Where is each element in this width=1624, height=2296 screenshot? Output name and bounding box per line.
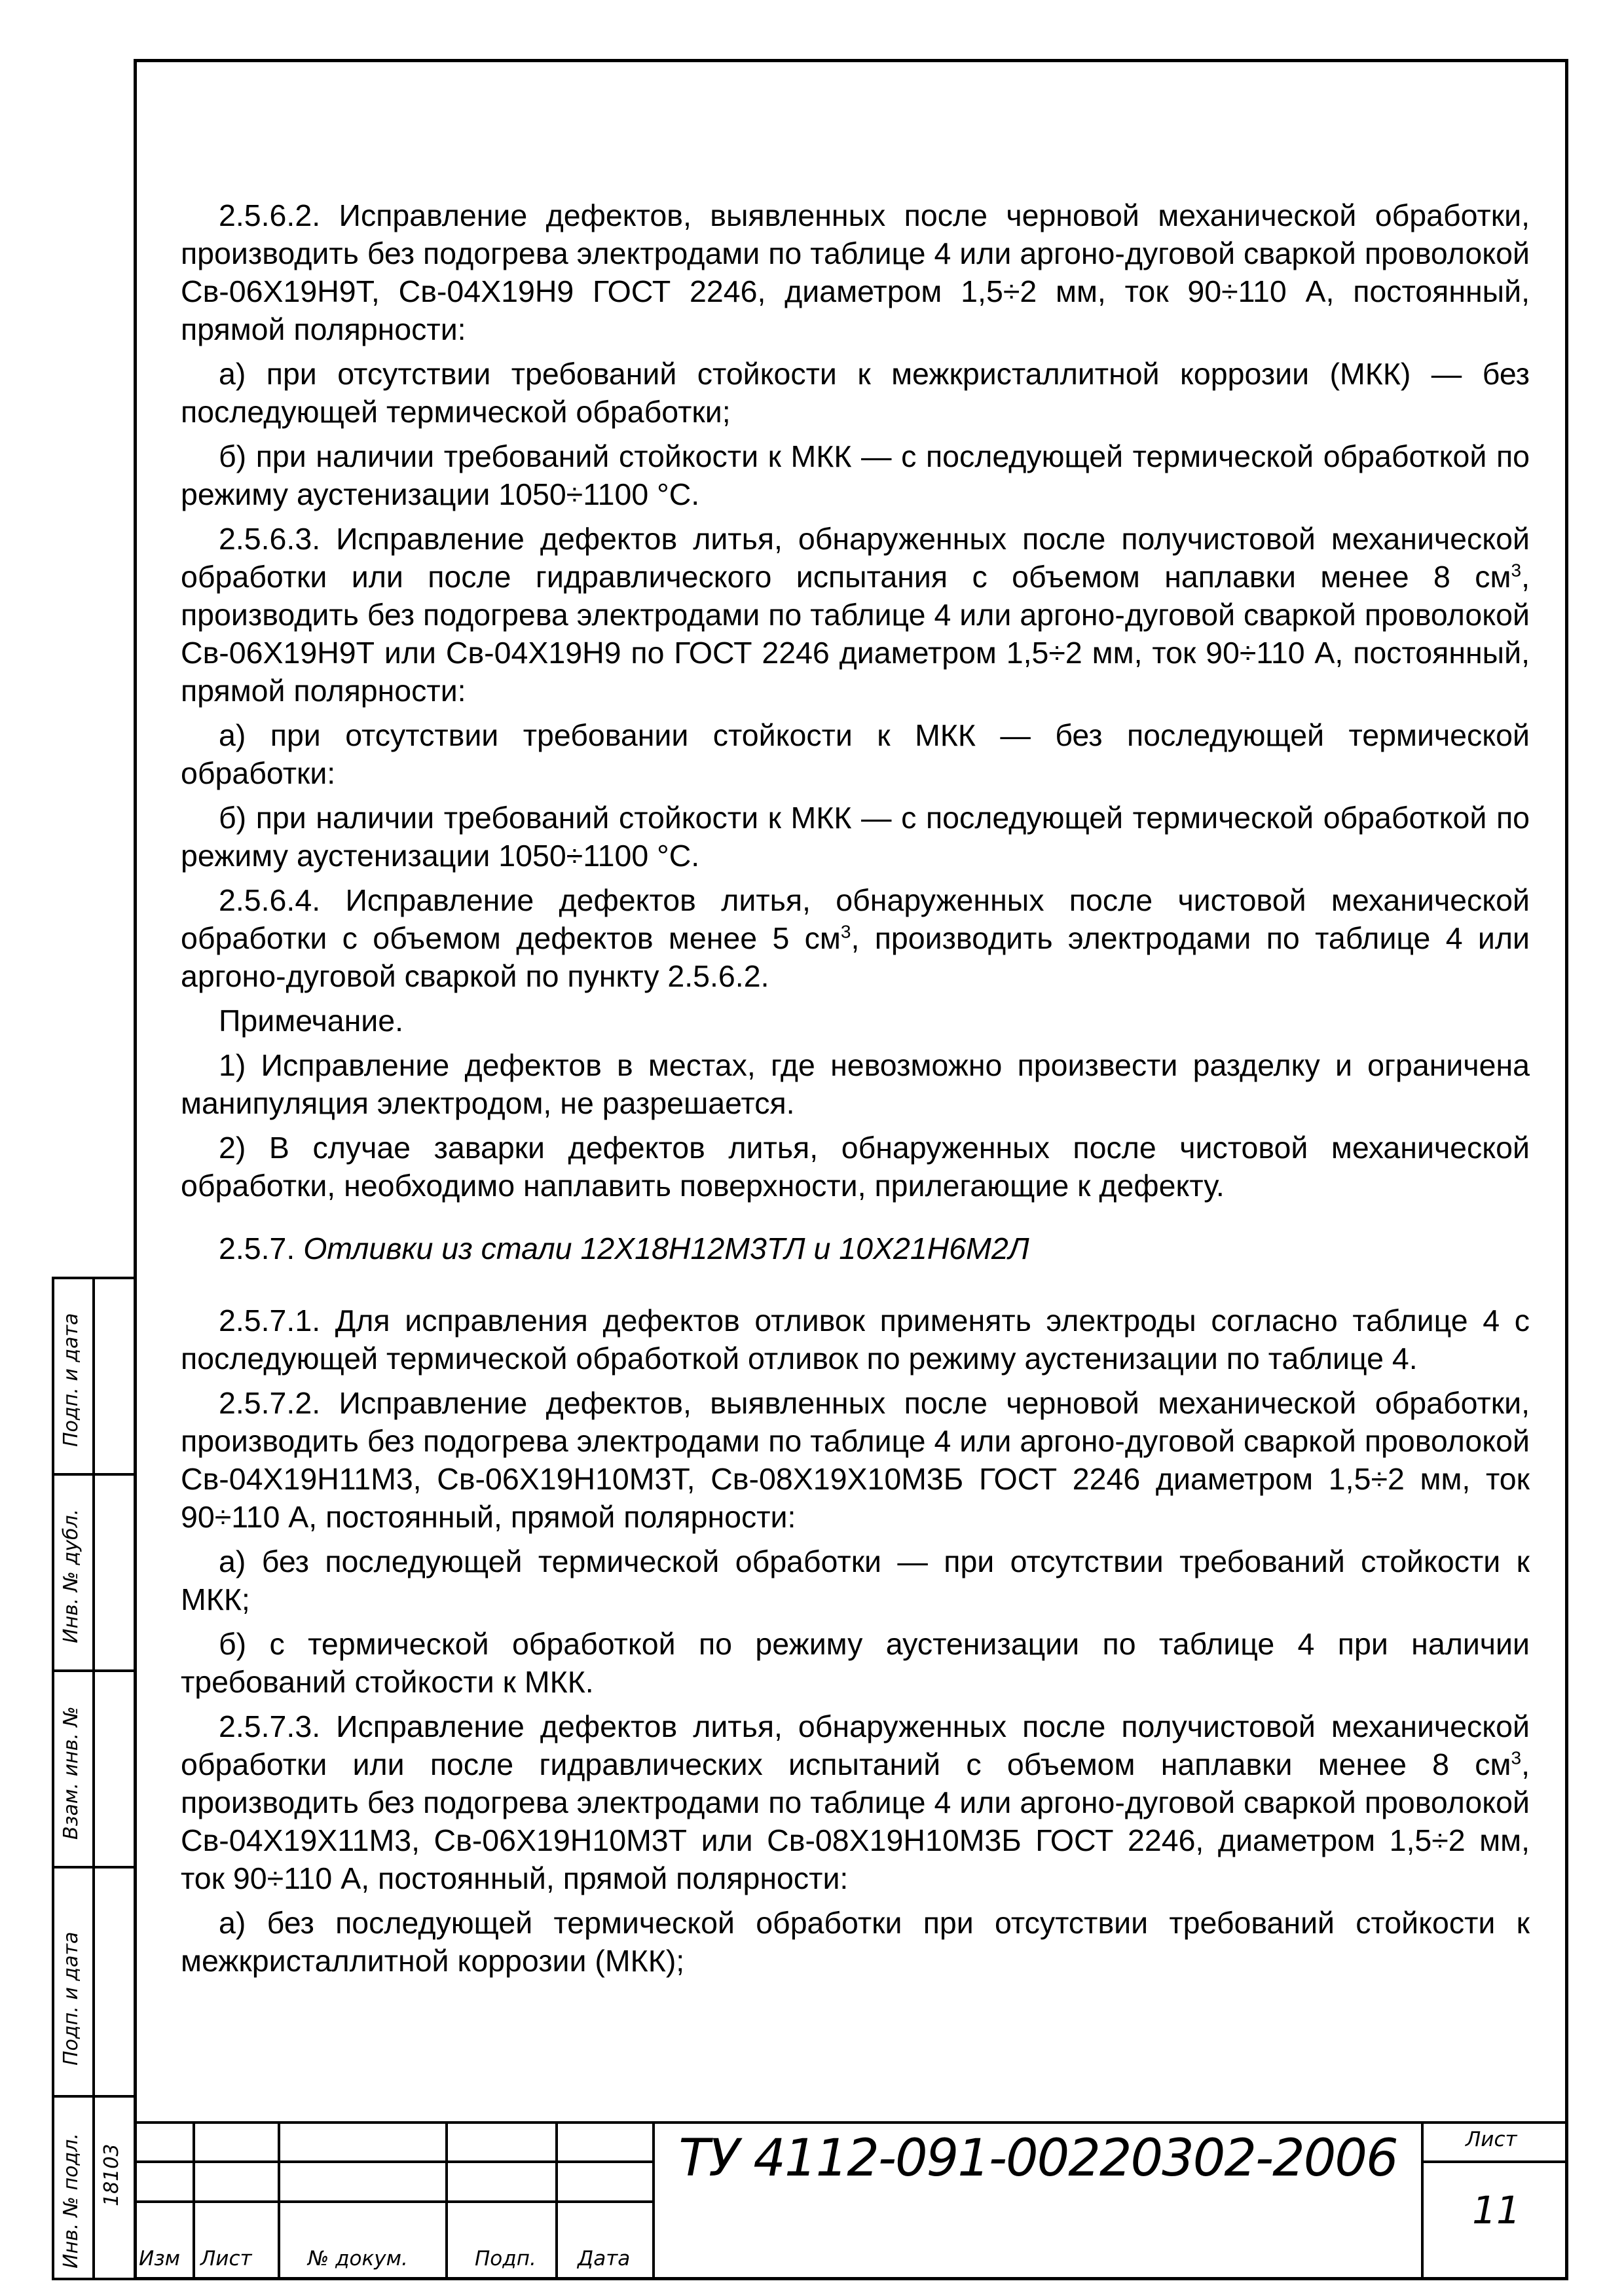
inv-dubl-label: Инв. № дубл. (60, 1508, 83, 1643)
paragraph: 2.5.6.3. Исправление дефектов литья, обнаруженных после получистовой механической обработки или после гидравлического испытания с объемом наплавки менее 8 $см^3$, производить без подогрева электродами по таблице 4 или аргоно-дуговой сваркой проволокой Св-06Х19Н9Т или Св-04Х19Н9 по ГОСТ 2246 диаметром 1,5÷2 мм, ток 90÷110 А, постоянный, прямой полярности: (181, 522, 1530, 708)
paragraph: а) при отсутствии требовании стойкости к МКК — без последующей термической обработки: (181, 718, 1530, 790)
paragraph: а) без последующей термической обработки — при отсутствии требований стойкости к МКК; (181, 1544, 1530, 1616)
col-doc-number: № докум. (308, 2247, 408, 2270)
col-data: Дата (578, 2247, 631, 2270)
left-stamp-strip (52, 1277, 137, 2280)
paragraph: 2) В случае заварки дефектов литья, обнаруженных после чистовой механической обработки, необходимо наплавить поверхности, прилегающие к дефекту. (181, 1131, 1530, 1203)
paragraph: 2.5.6.2. Исправление дефектов, выявленных после черновой механической обработки, производить без подогрева электродами по таблице 4 или аргоно-дуговой сваркой проволокой Св-06Х19Н9Т, Св-04Х19Н9 ГОСТ 2246, диаметром 1,5÷2 мм, ток 90÷110 А, постоянный, прямой полярности: (181, 198, 1530, 346)
inv-podl-label: Инв. № подл. (60, 2133, 83, 2269)
sheet-label: Лист (1466, 2128, 1517, 2151)
paragraph: 2.5.7.2. Исправление дефектов, выявленных после черновой механической обработки, производить без подогрева электродами по таблице 4 или аргоно-дуговой сваркой проволокой Св-04Х19Н11М3, Св-06Х19Н10М3Т, Св-08Х19Х10М3Б ГОСТ 2246 диаметром 1,5÷2 мм, ток 90÷110 А, постоянный, прямой полярности: (181, 1386, 1530, 1534)
paragraph: б) с термической обработкой по режиму аустенизации по таблице 4 при наличии требований стойкости к МКК. (181, 1627, 1530, 1699)
paragraph: 2.5.7.1. Для исправления дефектов отливок применять электроды согласно таблице 4 с последующей термической обработкой отливок по режиму аустенизации по таблице 4. (181, 1303, 1530, 1376)
document-code: ТУ 4112-091-00220302-2006 (678, 2129, 1397, 2188)
paragraph: 2.5.7.3. Исправление дефектов литья, обнаруженных после получистовой механической обработки или после гидравлических испытаний с объемом наплавки менее 8 $см^3$, производить без подогрева электродами по таблице 4 или аргоно-дуговой сваркой проволокой Св-04Х19Х11М3, Св-06Х19Н10М3Т или Св-08Х19Н10М3Б ГОСТ 2246, диаметром 1,5÷2 мм, ток 90÷110 А, постоянный, прямой полярности: (181, 1709, 1530, 1895)
podp-data-label: Подп. и дата (60, 1313, 83, 1447)
paragraph: б) при наличии требований стойкости к МКК — с последующей термической обработкой по режиму аустенизации 1050÷1100 °С. (181, 439, 1530, 511)
note-title: Примечание. (219, 1004, 404, 1038)
paragraph: 1) Исправление дефектов в местах, где невозможно произвести разделку и ограничена манипуляция электродом, не разрешается. (181, 1048, 1530, 1120)
col-izm: Изм (139, 2247, 181, 2270)
col-podp: Подп. (475, 2247, 536, 2270)
paragraph: а) без последующей термической обработки при отсутствии требований стойкости к межкристаллитной коррозии (МКК); (181, 1906, 1530, 1978)
document-body (181, 196, 1530, 1986)
sheet-number: 11 (1472, 2188, 1521, 2232)
paragraph: б) при наличии требований стойкости к МКК — с последующей термической обработкой по режиму аустенизации 1050÷1100 °С. (181, 801, 1530, 873)
section-heading: 2.5.7. Отливки из стали 12Х18Н12М3ТЛ и 10Х21Н6М2Л (219, 1231, 1029, 1266)
inv-podl-value: 18103 (100, 2143, 123, 2206)
podp-data-label-2: Подп. и дата (60, 1931, 83, 2066)
paragraph: 2.5.6.4. Исправление дефектов литья, обнаруженных после чистовой механической обработки с объемом дефектов менее 5 $см^3$, производить электродами по таблице 4 или аргоно-дуговой сваркой по пункту 2.5.6.2. (181, 883, 1530, 993)
vzam-inv-label: Взам. инв. № (60, 1706, 83, 1840)
paragraph: а) при отсутствии требований стойкости к межкристаллитной коррозии (МКК) — без последующей термической обработки; (181, 357, 1530, 429)
col-list: Лист (200, 2247, 252, 2270)
